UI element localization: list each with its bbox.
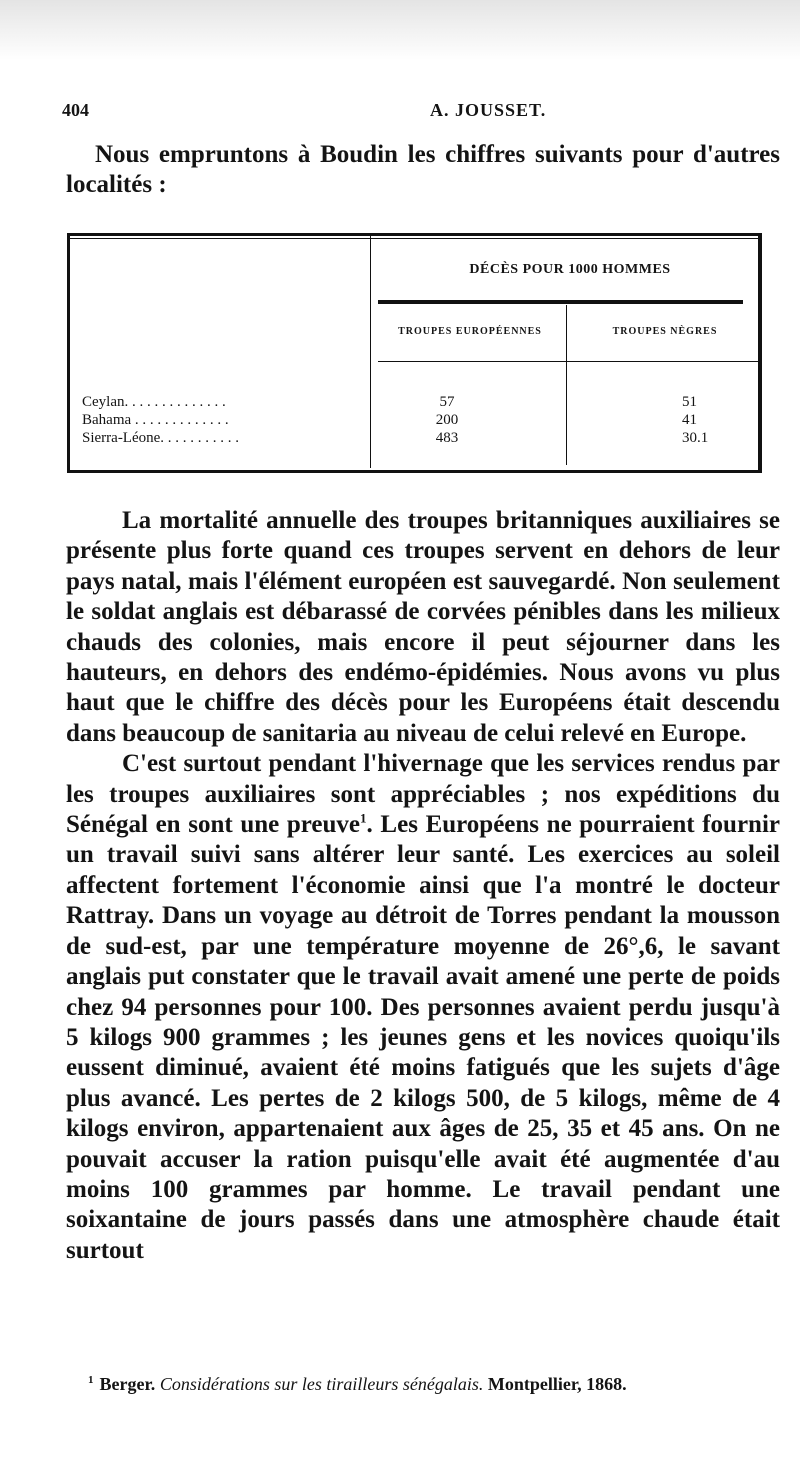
table-header-rule — [378, 300, 743, 304]
paragraph-mortality: La mortalité annuelle des troupes britanniques auxiliaires se présente plus forte quand ces troupes servent en dehors de leur pays natal, mais l'élément européen est sauvegardé. Non seulement le soldat anglais est débarassé de corvées pénibles dans les milieux chauds des colonies, mais encore il peut séjourner dans les hauteurs, en dehors des endémo-épidémies. Nous avons vu plus haut que le chiffre des décès pour les Européens était descendu dans beaucoup de sanitaria au niveau de celui relevé en Europe. — [66, 507, 780, 747]
row-value-negres: 51 — [682, 394, 697, 410]
paragraph-hivernage-start: C'est surtout pendant l'hivernage que les services rendus par les troupes auxiliaires sont appréciables ; nos expéditions du Sénégal en sont une preuve — [66, 750, 780, 839]
table-row — [82, 412, 722, 430]
footnote-title: Considérations sur les tirailleurs sénégalais. — [159, 1374, 484, 1394]
footnote-mark: 1 — [88, 1374, 94, 1386]
table-subheader-rule — [378, 361, 760, 362]
intro-paragraph — [66, 140, 780, 201]
row-value-europeennes: 200 — [435, 412, 459, 428]
row-value-europeennes: 57 — [439, 394, 455, 410]
footnote-author: Berger. — [99, 1374, 156, 1394]
row-value-negres: 41 — [682, 412, 697, 428]
intro-text: Nous empruntons à Boudin les chiffres suivants pour d'autres localités : — [66, 141, 780, 199]
column-header-negres: TROUPES NÈGRES — [612, 326, 718, 337]
paragraph-hivernage — [66, 749, 780, 1266]
row-value-europeennes: 483 — [435, 430, 459, 446]
table-row — [82, 394, 722, 412]
table-title: DÉCÈS POUR 1000 HOMMES — [469, 262, 671, 277]
page-top-edge — [0, 0, 800, 60]
row-value-negres: 30.1 — [682, 430, 709, 446]
column-header-europeennes: TROUPES EUROPÉENNES — [398, 326, 542, 337]
table-row — [82, 430, 722, 448]
footnote-place: Montpellier, 1868. — [487, 1374, 627, 1394]
footnote-reference: 1 — [360, 810, 367, 826]
footnote — [88, 1374, 788, 1395]
row-place: Bahama . . . . . . . . . . . . . — [82, 412, 229, 428]
page-header — [62, 100, 782, 124]
body-text — [66, 506, 780, 1266]
row-place: Sierra-Léone. . . . . . . . . . . — [82, 430, 240, 446]
paragraph-hivernage-rest: . Les Européens ne pourraient fournir un travail suivi sans altérer leur santé. Les exercices au soleil affectent fortement l'économie ainsi que l'a montré le docteur Rattray. Dans un voyage au détroit de Torres pendant la mousson de sud-est, par une température moyenne de 26°,6, le savant anglais put constater que le travail avait amené une perte de poids chez 94 personnes pour 100. Des personnes avaient perdu jusqu'à 5 kilogs 900 grammes ; les jeunes gens et les novices quoiqu'ils eussent diminué, avaient été moins fatigués que les sujets d'âge plus avancé. Les pertes de 2 kilogs 500, de 5 kilogs, même de 4 kilogs environ, appartenaient aux âges de 25, 35 et 45 ans. On ne pouvait accuser la ration puisqu'elle avait été augmentée d'au moins 100 grammes par homme. Le travail pendant une soixantaine de jours passés dans une atmosphère chaude était surtout — [66, 811, 780, 1264]
running-head: A. JOUSSET. — [430, 100, 547, 120]
row-place: Ceylan. . . . . . . . . . . . . . — [82, 394, 226, 410]
page-number: 404 — [62, 100, 89, 120]
